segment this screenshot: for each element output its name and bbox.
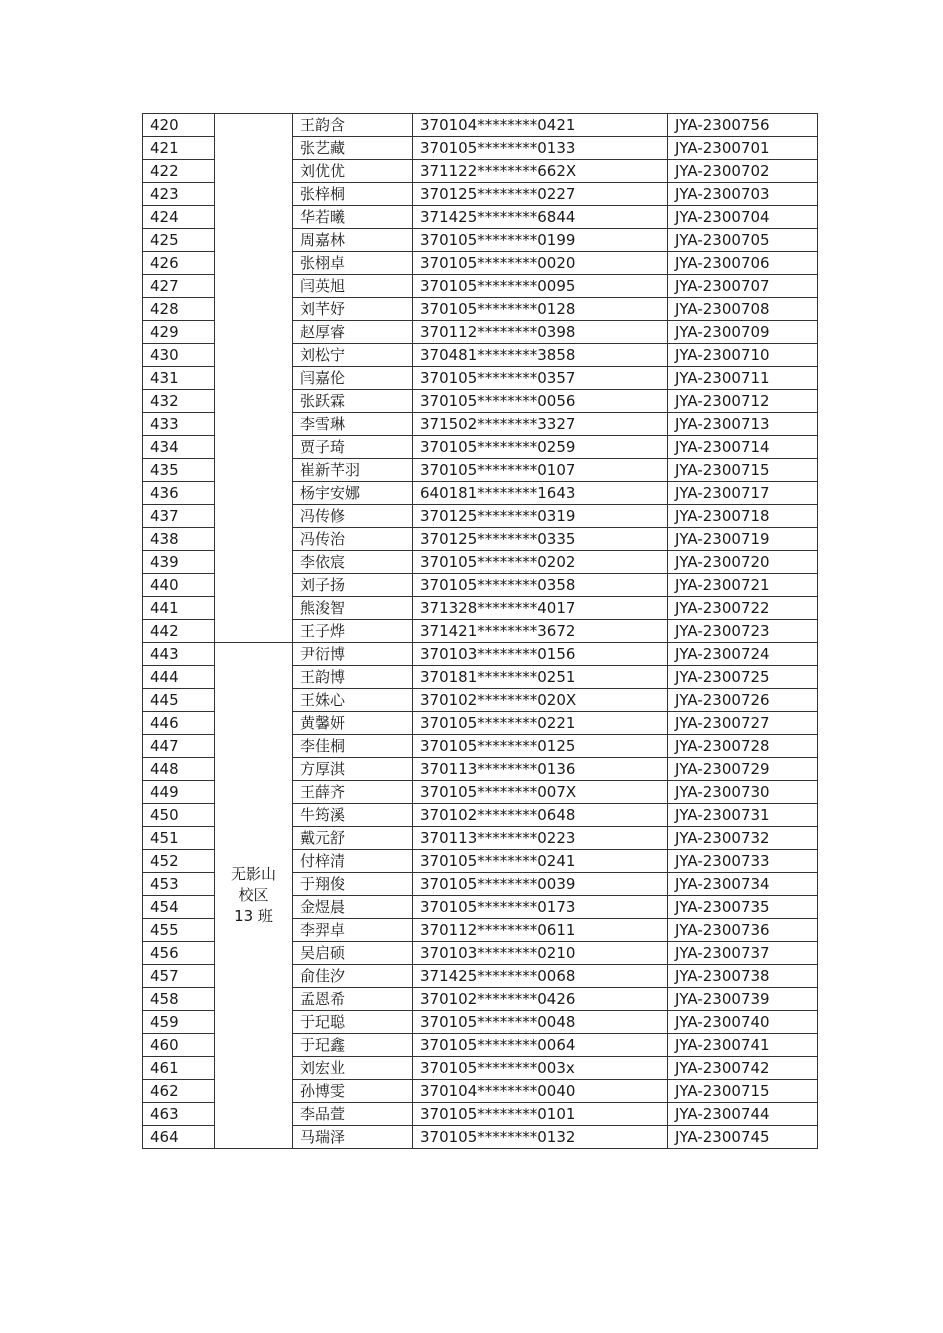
student-name-cell: 闫嘉伦 xyxy=(293,367,413,390)
certificate-number-cell: JYA-2300721 xyxy=(668,574,818,597)
certificate-number-cell: JYA-2300709 xyxy=(668,321,818,344)
student-name-cell: 张艺藏 xyxy=(293,137,413,160)
id-number-cell: 370112********0611 xyxy=(413,919,668,942)
student-name-cell: 刘芊妤 xyxy=(293,298,413,321)
row-number-cell: 430 xyxy=(143,344,215,367)
id-number-cell: 370105********0259 xyxy=(413,436,668,459)
certificate-number-cell: JYA-2300713 xyxy=(668,413,818,436)
student-name-cell: 赵厚睿 xyxy=(293,321,413,344)
id-number-cell: 371425********0068 xyxy=(413,965,668,988)
id-number-cell: 370105********007X xyxy=(413,781,668,804)
student-name-cell: 张梓桐 xyxy=(293,183,413,206)
certificate-number-cell: JYA-2300738 xyxy=(668,965,818,988)
certificate-number-cell: JYA-2300710 xyxy=(668,344,818,367)
certificate-number-cell: JYA-2300722 xyxy=(668,597,818,620)
student-name-cell: 崔新芊羽 xyxy=(293,459,413,482)
student-name-cell: 王韵博 xyxy=(293,666,413,689)
student-name-cell: 付梓清 xyxy=(293,850,413,873)
row-number-cell: 462 xyxy=(143,1080,215,1103)
student-name-cell: 张栩卓 xyxy=(293,252,413,275)
id-number-cell: 370105********0048 xyxy=(413,1011,668,1034)
row-number-cell: 431 xyxy=(143,367,215,390)
id-number-cell: 370105********0133 xyxy=(413,137,668,160)
id-number-cell: 371425********6844 xyxy=(413,206,668,229)
certificate-number-cell: JYA-2300741 xyxy=(668,1034,818,1057)
row-number-cell: 427 xyxy=(143,275,215,298)
certificate-number-cell: JYA-2300708 xyxy=(668,298,818,321)
row-number-cell: 455 xyxy=(143,919,215,942)
student-name-cell: 于翔俊 xyxy=(293,873,413,896)
student-name-cell: 王韵含 xyxy=(293,114,413,137)
roster-table xyxy=(142,113,818,1149)
certificate-number-cell: JYA-2300745 xyxy=(668,1126,818,1149)
certificate-number-cell: JYA-2300734 xyxy=(668,873,818,896)
certificate-number-cell: JYA-2300737 xyxy=(668,942,818,965)
class-group-label: 无影山 xyxy=(230,865,276,883)
student-name-cell: 刘子扬 xyxy=(293,574,413,597)
id-number-cell: 370105********0221 xyxy=(413,712,668,735)
certificate-number-cell: JYA-2300705 xyxy=(668,229,818,252)
row-number-cell: 440 xyxy=(143,574,215,597)
certificate-number-cell: JYA-2300707 xyxy=(668,275,818,298)
id-number-cell: 370102********0648 xyxy=(413,804,668,827)
certificate-number-cell: JYA-2300732 xyxy=(668,827,818,850)
row-number-cell: 424 xyxy=(143,206,215,229)
student-name-cell: 周嘉林 xyxy=(293,229,413,252)
student-name-cell: 刘宏业 xyxy=(293,1057,413,1080)
student-name-cell: 孟恩希 xyxy=(293,988,413,1011)
id-number-cell: 370102********020X xyxy=(413,689,668,712)
row-number-cell: 459 xyxy=(143,1011,215,1034)
certificate-number-cell: JYA-2300742 xyxy=(668,1057,818,1080)
id-number-cell: 370105********0202 xyxy=(413,551,668,574)
certificate-number-cell: JYA-2300756 xyxy=(668,114,818,137)
certificate-number-cell: JYA-2300730 xyxy=(668,781,818,804)
student-name-cell: 王姝心 xyxy=(293,689,413,712)
class-group-cell xyxy=(215,643,293,1149)
student-name-cell: 李品萱 xyxy=(293,1103,413,1126)
row-number-cell: 451 xyxy=(143,827,215,850)
id-number-cell: 370181********0251 xyxy=(413,666,668,689)
student-name-cell: 李依宸 xyxy=(293,551,413,574)
certificate-number-cell: JYA-2300706 xyxy=(668,252,818,275)
certificate-number-cell: JYA-2300720 xyxy=(668,551,818,574)
id-number-cell: 370105********0125 xyxy=(413,735,668,758)
student-name-cell: 熊浚智 xyxy=(293,597,413,620)
student-name-cell: 张跃霖 xyxy=(293,390,413,413)
certificate-number-cell: JYA-2300736 xyxy=(668,919,818,942)
certificate-number-cell: JYA-2300728 xyxy=(668,735,818,758)
row-number-cell: 425 xyxy=(143,229,215,252)
certificate-number-cell: JYA-2300704 xyxy=(668,206,818,229)
id-number-cell: 370105********0101 xyxy=(413,1103,668,1126)
id-number-cell: 370105********0064 xyxy=(413,1034,668,1057)
row-number-cell: 434 xyxy=(143,436,215,459)
id-number-cell: 370104********0421 xyxy=(413,114,668,137)
table-row xyxy=(143,114,818,137)
student-name-cell: 牛筠溪 xyxy=(293,804,413,827)
row-number-cell: 458 xyxy=(143,988,215,1011)
student-name-cell: 王薛齐 xyxy=(293,781,413,804)
class-group-cell xyxy=(215,114,293,643)
id-number-cell: 370105********0357 xyxy=(413,367,668,390)
row-number-cell: 436 xyxy=(143,482,215,505)
certificate-number-cell: JYA-2300712 xyxy=(668,390,818,413)
row-number-cell: 435 xyxy=(143,459,215,482)
row-number-cell: 438 xyxy=(143,528,215,551)
row-number-cell: 433 xyxy=(143,413,215,436)
student-name-cell: 冯传修 xyxy=(293,505,413,528)
id-number-cell: 370105********003x xyxy=(413,1057,668,1080)
row-number-cell: 450 xyxy=(143,804,215,827)
certificate-number-cell: JYA-2300702 xyxy=(668,160,818,183)
student-name-cell: 李雪琳 xyxy=(293,413,413,436)
id-number-cell: 370105********0095 xyxy=(413,275,668,298)
row-number-cell: 448 xyxy=(143,758,215,781)
student-name-cell: 戴元舒 xyxy=(293,827,413,850)
row-number-cell: 442 xyxy=(143,620,215,643)
id-number-cell: 370113********0136 xyxy=(413,758,668,781)
row-number-cell: 432 xyxy=(143,390,215,413)
row-number-cell: 426 xyxy=(143,252,215,275)
id-number-cell: 370105********0128 xyxy=(413,298,668,321)
student-name-cell: 马瑞泽 xyxy=(293,1126,413,1149)
row-number-cell: 443 xyxy=(143,643,215,666)
certificate-number-cell: JYA-2300715 xyxy=(668,459,818,482)
certificate-number-cell: JYA-2300744 xyxy=(668,1103,818,1126)
row-number-cell: 420 xyxy=(143,114,215,137)
row-number-cell: 457 xyxy=(143,965,215,988)
id-number-cell: 370125********0319 xyxy=(413,505,668,528)
certificate-number-cell: JYA-2300711 xyxy=(668,367,818,390)
certificate-number-cell: JYA-2300739 xyxy=(668,988,818,1011)
certificate-number-cell: JYA-2300719 xyxy=(668,528,818,551)
certificate-number-cell: JYA-2300733 xyxy=(668,850,818,873)
id-number-cell: 370105********0199 xyxy=(413,229,668,252)
student-name-cell: 黄馨妍 xyxy=(293,712,413,735)
row-number-cell: 429 xyxy=(143,321,215,344)
student-name-cell: 李羿卓 xyxy=(293,919,413,942)
certificate-number-cell: JYA-2300715 xyxy=(668,1080,818,1103)
roster-body xyxy=(143,114,818,1149)
row-number-cell: 437 xyxy=(143,505,215,528)
id-number-cell: 640181********1643 xyxy=(413,482,668,505)
class-group-label: 13 班 xyxy=(234,907,273,925)
id-number-cell: 371421********3672 xyxy=(413,620,668,643)
student-name-cell: 于玘聪 xyxy=(293,1011,413,1034)
row-number-cell: 444 xyxy=(143,666,215,689)
id-number-cell: 370113********0223 xyxy=(413,827,668,850)
certificate-number-cell: JYA-2300717 xyxy=(668,482,818,505)
student-name-cell: 李佳桐 xyxy=(293,735,413,758)
certificate-number-cell: JYA-2300735 xyxy=(668,896,818,919)
student-name-cell: 刘松宁 xyxy=(293,344,413,367)
id-number-cell: 370125********0227 xyxy=(413,183,668,206)
row-number-cell: 463 xyxy=(143,1103,215,1126)
certificate-number-cell: JYA-2300724 xyxy=(668,643,818,666)
id-number-cell: 370105********0173 xyxy=(413,896,668,919)
student-name-cell: 冯传治 xyxy=(293,528,413,551)
id-number-cell: 370105********0056 xyxy=(413,390,668,413)
id-number-cell: 370105********0241 xyxy=(413,850,668,873)
student-name-cell: 刘优优 xyxy=(293,160,413,183)
certificate-number-cell: JYA-2300718 xyxy=(668,505,818,528)
student-name-cell: 杨宇安娜 xyxy=(293,482,413,505)
row-number-cell: 456 xyxy=(143,942,215,965)
id-number-cell: 370104********0040 xyxy=(413,1080,668,1103)
row-number-cell: 428 xyxy=(143,298,215,321)
student-name-cell: 闫英旭 xyxy=(293,275,413,298)
row-number-cell: 422 xyxy=(143,160,215,183)
row-number-cell: 421 xyxy=(143,137,215,160)
row-number-cell: 453 xyxy=(143,873,215,896)
student-name-cell: 俞佳汐 xyxy=(293,965,413,988)
row-number-cell: 446 xyxy=(143,712,215,735)
student-name-cell: 孙博雯 xyxy=(293,1080,413,1103)
certificate-number-cell: JYA-2300703 xyxy=(668,183,818,206)
student-name-cell: 王子烨 xyxy=(293,620,413,643)
row-number-cell: 454 xyxy=(143,896,215,919)
student-name-cell: 方厚淇 xyxy=(293,758,413,781)
row-number-cell: 461 xyxy=(143,1057,215,1080)
id-number-cell: 371502********3327 xyxy=(413,413,668,436)
certificate-number-cell: JYA-2300714 xyxy=(668,436,818,459)
id-number-cell: 370105********0358 xyxy=(413,574,668,597)
certificate-number-cell: JYA-2300727 xyxy=(668,712,818,735)
row-number-cell: 447 xyxy=(143,735,215,758)
student-name-cell: 吴启硕 xyxy=(293,942,413,965)
certificate-number-cell: JYA-2300740 xyxy=(668,1011,818,1034)
id-number-cell: 370105********0039 xyxy=(413,873,668,896)
certificate-number-cell: JYA-2300725 xyxy=(668,666,818,689)
row-number-cell: 449 xyxy=(143,781,215,804)
class-group-label: 校区 xyxy=(238,886,269,904)
row-number-cell: 445 xyxy=(143,689,215,712)
certificate-number-cell: JYA-2300729 xyxy=(668,758,818,781)
id-number-cell: 370481********3858 xyxy=(413,344,668,367)
student-name-cell: 华若曦 xyxy=(293,206,413,229)
id-number-cell: 370105********0020 xyxy=(413,252,668,275)
row-number-cell: 464 xyxy=(143,1126,215,1149)
student-name-cell: 于玘鑫 xyxy=(293,1034,413,1057)
certificate-number-cell: JYA-2300701 xyxy=(668,137,818,160)
id-number-cell: 370125********0335 xyxy=(413,528,668,551)
student-name-cell: 金煜晨 xyxy=(293,896,413,919)
certificate-number-cell: JYA-2300731 xyxy=(668,804,818,827)
row-number-cell: 439 xyxy=(143,551,215,574)
id-number-cell: 370103********0210 xyxy=(413,942,668,965)
id-number-cell: 370103********0156 xyxy=(413,643,668,666)
id-number-cell: 370102********0426 xyxy=(413,988,668,1011)
student-name-cell: 贾子琦 xyxy=(293,436,413,459)
certificate-number-cell: JYA-2300726 xyxy=(668,689,818,712)
row-number-cell: 441 xyxy=(143,597,215,620)
certificate-number-cell: JYA-2300723 xyxy=(668,620,818,643)
id-number-cell: 371328********4017 xyxy=(413,597,668,620)
id-number-cell: 371122********662X xyxy=(413,160,668,183)
row-number-cell: 452 xyxy=(143,850,215,873)
row-number-cell: 423 xyxy=(143,183,215,206)
id-number-cell: 370105********0132 xyxy=(413,1126,668,1149)
id-number-cell: 370112********0398 xyxy=(413,321,668,344)
id-number-cell: 370105********0107 xyxy=(413,459,668,482)
student-name-cell: 尹衍博 xyxy=(293,643,413,666)
row-number-cell: 460 xyxy=(143,1034,215,1057)
table-row xyxy=(143,643,818,666)
